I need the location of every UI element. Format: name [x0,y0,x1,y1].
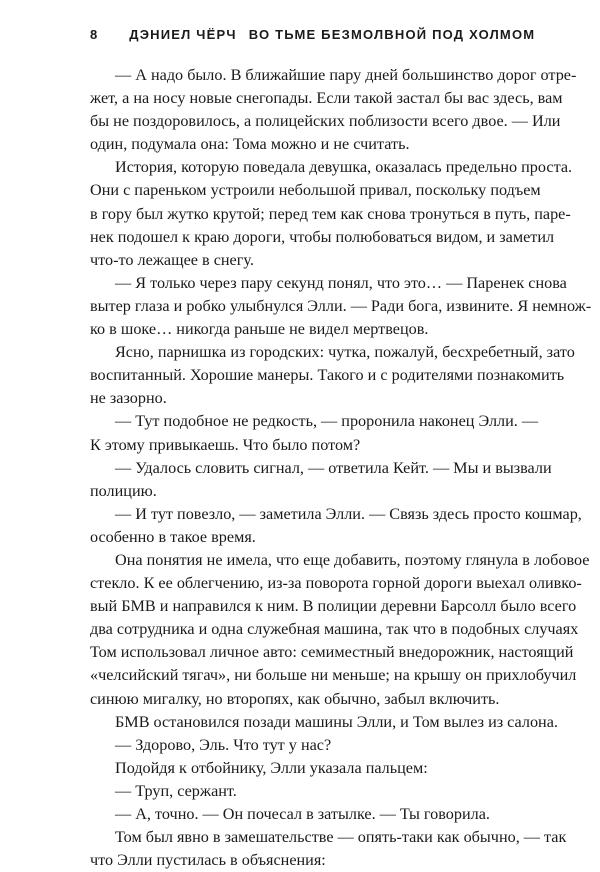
paragraph [90,757,506,780]
text-line: — Удалось словить сигнал, — ответила Кейт. — Мы и вызвали [115,458,552,477]
text-line: Они с пареньком устроили небольшой привал, поскольку подъем [90,181,541,200]
text-line: «челсийский тягач», ни больше ни меньше; на крышу он прихлобучил [90,666,577,685]
paragraph [90,549,590,711]
text-line: БМВ остановился позади машины Элли, и Том вылез из салона. [115,712,558,731]
paragraph [90,734,506,757]
paragraph [90,64,577,156]
paragraph [90,711,558,734]
paragraph [90,272,592,341]
header-book-title: ВО ТЬМЕ БЕЗМОЛВНОЙ ПОД ХОЛМОМ [248,27,536,42]
text-line: в гору был жутко крутой; перед тем как снова тронуться в путь, парe- [90,204,571,223]
text-line: История, которую поведала девушка, оказалась предельно проста. [115,158,573,177]
text-line: один, подумала она: Тома можно и не считать. [90,135,410,154]
text-line: — А надо было. В ближайшие пару дней большинство дорог отре- [115,66,577,84]
text-line: К этому привыкаешь. Что было потом? [90,435,361,454]
text-line: Ясно, парнишка из городских: чутка, пожалуй, бесхребетный, зато [115,343,575,362]
paragraph [90,410,539,456]
text-line: вытер глаза и робко улыбнулся Элли. — Ради бога, извините. Я немнож- [90,296,592,315]
text-line: синюю мигалку, но второпях, как обычно, забыл включить. [90,689,500,708]
text-line: два сотрудника и одна служебная машина, так что в подобных случаях [90,620,579,639]
paragraph [90,826,567,872]
text-line: воспитанный. Хорошие манеры. Такого и с родителями познакомить [90,366,565,385]
text-line: — Труп, сержант. [115,781,237,800]
text-line: жет, а на носу новые снегопады. Если такой застал бы вас здесь, вам [90,89,563,108]
running-header [90,27,535,42]
text-line: полицию. [90,481,157,500]
header-author: ДЭНИЕЛ ЧЁРЧ [129,27,237,42]
text-line: Том был явно в замешательстве — опять-таки как обычно, — так [115,828,567,847]
paragraph [90,341,575,410]
text-line: стекло. К ее облегчению, из-за поворота горной дороги выехал оливко- [90,574,582,593]
page-number: 8 [90,27,98,42]
paragraph [90,803,506,826]
text-line: — А, точно. — Он почесал в затылке. — Ты говорила. [115,805,490,823]
text-line: — Здорово, Эль. Что тут у нас? [115,735,332,754]
text-line: — Я только через пару секунд понял, что это… — Паренек снова [115,273,567,292]
text-line: нек подошел к краю дороги, чтобы полюбоваться видом, и заметил [90,227,555,246]
text-line: Том использовал личное авто: семиместный внедорожник, настоящий [90,643,574,662]
text-line: Подойдя к отбойнику, Элли указала пальцем: [115,758,428,777]
text-line: вый БМВ и направился к ним. В полиции деревни Барсолл было всего [90,597,577,616]
text-line: что-то лежащее в снегу. [90,250,254,269]
paragraph [90,503,582,549]
text-line: ко в шоке… никогда раньше не видел мертвецов. [90,320,429,339]
text-line: бы не поздоровилось, а полицейских поблизости всего двое. — Или [90,112,561,131]
paragraph [90,457,552,503]
text-line: — Тут подобное не редкость, — проронила наконец Элли. — [115,412,539,431]
text-line: что Элли пустилась в объяснения: [90,851,326,870]
text-line: Она понятия не имела, что еще добавить, поэтому глянула в лобовое [115,550,590,569]
text-line: не зазорно. [90,389,167,408]
paragraph [90,156,573,271]
text-line: особенно в такое время. [90,527,256,546]
body-text [90,64,592,872]
text-line: — И тут повезло, — заметила Элли. — Связь здесь просто кошмар, [115,504,582,523]
paragraph [90,780,506,803]
